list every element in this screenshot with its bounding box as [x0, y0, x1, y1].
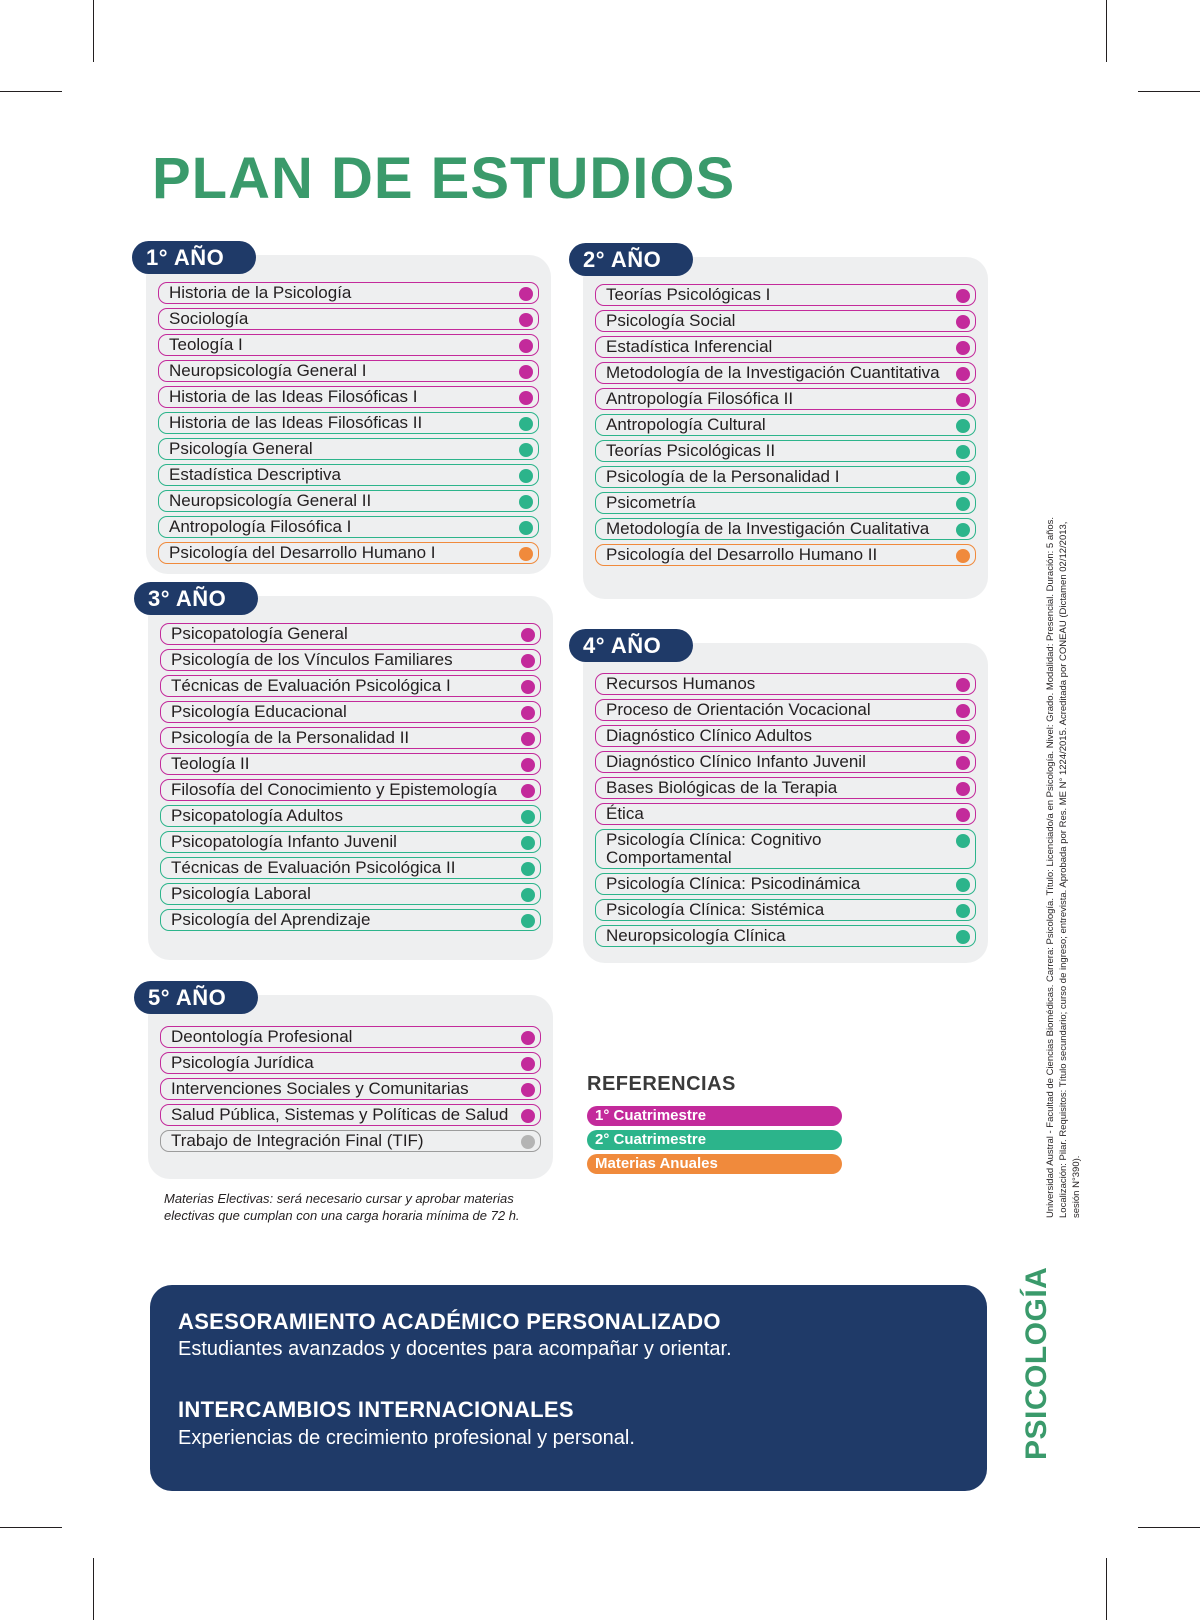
subject-item [158, 308, 539, 330]
term-dot-icon [956, 393, 970, 407]
year-block-1 [146, 241, 551, 574]
year-label: 4° AÑO [569, 629, 693, 662]
term-dot-icon [521, 1109, 535, 1123]
subject-name: Historia de la Psicología [169, 283, 352, 302]
subject-item [158, 360, 539, 382]
reference-item: 1° Cuatrimestre [587, 1106, 842, 1126]
subject-name: Teología II [171, 754, 250, 773]
year-label: 1° AÑO [132, 241, 256, 274]
term-dot-icon [521, 706, 535, 720]
term-dot-icon [519, 417, 533, 431]
subject-name: Psicología del Aprendizaje [171, 910, 371, 929]
subject-item [160, 1078, 541, 1100]
term-dot-icon [519, 339, 533, 353]
term-dot-icon [956, 445, 970, 459]
subject-item [595, 829, 976, 869]
subject-name: Técnicas de Evaluación Psicológica I [171, 676, 451, 695]
subject-name: Psicología de la Personalidad II [171, 728, 410, 747]
subject-item [595, 310, 976, 332]
subject-item [160, 1052, 541, 1074]
crop-mark [93, 0, 94, 62]
subject-item [595, 544, 976, 566]
subject-name: Historia de las Ideas Filosóficas I [169, 387, 418, 406]
crop-mark [1138, 91, 1200, 92]
subject-item [160, 883, 541, 905]
subject-item [160, 831, 541, 853]
subject-item [158, 438, 539, 460]
subject-item [595, 777, 976, 799]
subject-item [595, 336, 976, 358]
term-dot-icon [519, 313, 533, 327]
crop-mark [1138, 1527, 1200, 1528]
term-dot-icon [521, 1031, 535, 1045]
subject-name: Psicología Educacional [171, 702, 347, 721]
term-dot-icon [956, 419, 970, 433]
term-dot-icon [519, 287, 533, 301]
term-dot-icon [519, 365, 533, 379]
term-dot-icon [956, 471, 970, 485]
subject-item [160, 1026, 541, 1048]
term-dot-icon [521, 888, 535, 902]
term-dot-icon [519, 391, 533, 405]
crop-mark [1106, 0, 1107, 62]
subject-list [158, 282, 539, 568]
subject-item [595, 925, 976, 947]
subject-list [595, 673, 976, 951]
subject-name: Psicología Social [606, 311, 736, 330]
subject-item [595, 414, 976, 436]
subject-item [595, 284, 976, 306]
term-dot-icon [519, 521, 533, 535]
subject-name: Psicometría [606, 493, 696, 512]
subject-name: Bases Biológicas de la Terapia [606, 778, 838, 797]
term-dot-icon [956, 904, 970, 918]
subject-item [158, 542, 539, 564]
term-dot-icon [521, 784, 535, 798]
subject-name: Teorías Psicológicas I [606, 285, 771, 304]
subject-item [595, 699, 976, 721]
subject-name: Antropología Cultural [606, 415, 766, 434]
subject-name: Trabajo de Integración Final (TIF) [171, 1131, 424, 1150]
crop-mark [0, 91, 62, 92]
subject-item [595, 673, 976, 695]
banner-heading-intercambios: INTERCAMBIOS INTERNACIONALES [178, 1397, 574, 1422]
legal-sidebar [1044, 498, 1082, 1218]
subject-item [160, 909, 541, 931]
banner-heading-asesoramiento: ASESORAMIENTO ACADÉMICO PERSONALIZADO [178, 1309, 721, 1334]
subject-name: Psicología Clínica: Sistémica [606, 900, 825, 919]
term-dot-icon [521, 758, 535, 772]
term-dot-icon [956, 756, 970, 770]
subject-name: Antropología Filosófica II [606, 389, 794, 408]
subject-item [158, 490, 539, 512]
vertical-brand: PSICOLOGÍA [1020, 1266, 1053, 1460]
subject-item [158, 412, 539, 434]
crop-mark [93, 1558, 94, 1620]
subject-name: Teología I [169, 335, 243, 354]
references-legend [587, 1073, 842, 1178]
term-dot-icon [956, 808, 970, 822]
subject-name: Psicopatología General [171, 624, 348, 643]
subject-item [160, 675, 541, 697]
subject-item [160, 727, 541, 749]
term-dot-icon [521, 810, 535, 824]
subject-name: Diagnóstico Clínico Infanto Juvenil [606, 752, 866, 771]
subject-item [158, 516, 539, 538]
term-dot-icon [956, 523, 970, 537]
term-dot-icon [519, 469, 533, 483]
subject-item [160, 649, 541, 671]
term-dot-icon [956, 497, 970, 511]
reference-item: 2° Cuatrimestre [587, 1130, 842, 1150]
subject-name: Estadística Inferencial [606, 337, 773, 356]
subject-name: Neuropsicología General I [169, 361, 367, 380]
subject-name: Psicopatología Infanto Juvenil [171, 832, 397, 851]
subject-name: Metodología de la Investigación Cuantitativa [606, 363, 940, 382]
subject-item [595, 751, 976, 773]
subject-name: Estadística Descriptiva [169, 465, 341, 484]
year-label: 3° AÑO [134, 582, 258, 615]
subject-name: Técnicas de Evaluación Psicológica II [171, 858, 456, 877]
year-block-5 [148, 981, 553, 1179]
subject-item [160, 1104, 541, 1126]
subject-item [160, 1130, 541, 1152]
term-dot-icon [956, 678, 970, 692]
electivas-note: Materias Electivas: será necesario cursar y aprobar materias electivas que cumplan con una carga horaria mínima de 72 h. [164, 1191, 520, 1223]
year-block-4 [583, 629, 988, 963]
subject-item [595, 440, 976, 462]
subject-name: Recursos Humanos [606, 674, 756, 693]
term-dot-icon [521, 654, 535, 668]
crop-mark [0, 1527, 62, 1528]
subject-name: Filosofía del Conocimiento y Epistemología [171, 780, 497, 799]
term-dot-icon [956, 930, 970, 944]
term-dot-icon [519, 547, 533, 561]
subject-name: Neuropsicología Clínica [606, 926, 786, 945]
term-dot-icon [519, 443, 533, 457]
legal-text: Universidad Austral - Facultad de Ciencias Biomédicas. Carrera: Psicología. Título: Licenciado/a en Psicología. Nivel: Grado. Modalidad: Presencial. Duración: 5 años. Localización: Pilar. Requisitos: Título secundario; curso de ingreso; entrevista. Aprobada por Res. ME N° 1224/2015. Acreditada por CONEAU (Dictamen 02/12/2013, sesión N°390). [1045, 516, 1082, 1218]
subject-list [595, 284, 976, 570]
subject-list [160, 623, 541, 935]
term-dot-icon [956, 367, 970, 381]
term-dot-icon [521, 1083, 535, 1097]
subject-item [160, 805, 541, 827]
subject-item [595, 466, 976, 488]
year-block-2 [583, 243, 988, 599]
term-dot-icon [521, 680, 535, 694]
subject-name: Teorías Psicológicas II [606, 441, 776, 460]
subject-name: Intervenciones Sociales y Comunitarias [171, 1079, 469, 1098]
term-dot-icon [956, 315, 970, 329]
subject-list [160, 1026, 541, 1156]
subject-name: Ética [606, 804, 644, 823]
subject-name: Metodología de la Investigación Cualitativa [606, 519, 930, 538]
subject-item [158, 386, 539, 408]
term-dot-icon [956, 730, 970, 744]
subject-name: Psicología Clínica: Psicodinámica [606, 874, 861, 893]
term-dot-icon [519, 495, 533, 509]
subject-item [595, 873, 976, 895]
subject-name: Psicología del Desarrollo Humano I [169, 543, 436, 562]
term-dot-icon [521, 1057, 535, 1071]
banner-text-asesoramiento: Estudiantes avanzados y docentes para acompañar y orientar. [178, 1338, 732, 1360]
subject-name: Psicopatología Adultos [171, 806, 344, 825]
page-title: PLAN DE ESTUDIOS [152, 146, 736, 211]
term-dot-icon [521, 732, 535, 746]
subject-name: Diagnóstico Clínico Adultos [606, 726, 813, 745]
subject-name: Psicología Jurídica [171, 1053, 314, 1072]
crop-mark [1106, 1558, 1107, 1620]
term-dot-icon [956, 289, 970, 303]
subject-item [160, 623, 541, 645]
subject-name: Psicología de la Personalidad I [606, 467, 840, 486]
info-banner [150, 1285, 987, 1491]
term-dot-icon [521, 914, 535, 928]
subject-name: Proceso de Orientación Vocacional [606, 700, 871, 719]
subject-name: Deontología Profesional [171, 1027, 353, 1046]
subject-item [160, 779, 541, 801]
subject-name: Salud Pública, Sistemas y Políticas de Salud [171, 1105, 509, 1124]
subject-item [158, 334, 539, 356]
subject-name: Psicología Clínica: Cognitivo Comportamental [606, 830, 822, 867]
subject-item [595, 388, 976, 410]
subject-name: Historia de las Ideas Filosóficas II [169, 413, 423, 432]
subject-item [595, 518, 976, 540]
subject-name: Psicología del Desarrollo Humano II [606, 545, 878, 564]
term-dot-icon [956, 341, 970, 355]
subject-name: Psicología de los Vínculos Familiares [171, 650, 453, 669]
subject-item [595, 492, 976, 514]
term-dot-icon [956, 549, 970, 563]
term-dot-icon [956, 878, 970, 892]
subject-name: Sociología [169, 309, 249, 328]
references-list [587, 1106, 842, 1174]
subject-item [160, 857, 541, 879]
term-dot-icon [521, 1135, 535, 1149]
subject-name: Psicología Laboral [171, 884, 311, 903]
year-block-3 [148, 582, 553, 960]
subject-name: Neuropsicología General II [169, 491, 372, 510]
banner-text-intercambios: Experiencias de crecimiento profesional y personal. [178, 1427, 635, 1449]
subject-name: Psicología General [169, 439, 313, 458]
subject-item [595, 803, 976, 825]
year-label: 2° AÑO [569, 243, 693, 276]
subject-item [595, 362, 976, 384]
subject-name: Antropología Filosófica I [169, 517, 352, 536]
term-dot-icon [956, 834, 970, 848]
term-dot-icon [521, 862, 535, 876]
term-dot-icon [956, 704, 970, 718]
subject-item [595, 725, 976, 747]
subject-item [595, 899, 976, 921]
term-dot-icon [521, 628, 535, 642]
year-label: 5° AÑO [134, 981, 258, 1014]
references-title: REFERENCIAS [587, 1073, 736, 1095]
reference-item: Materias Anuales [587, 1154, 842, 1174]
subject-item [160, 701, 541, 723]
subject-item [160, 753, 541, 775]
term-dot-icon [956, 782, 970, 796]
term-dot-icon [521, 836, 535, 850]
subject-item [158, 464, 539, 486]
subject-item [158, 282, 539, 304]
